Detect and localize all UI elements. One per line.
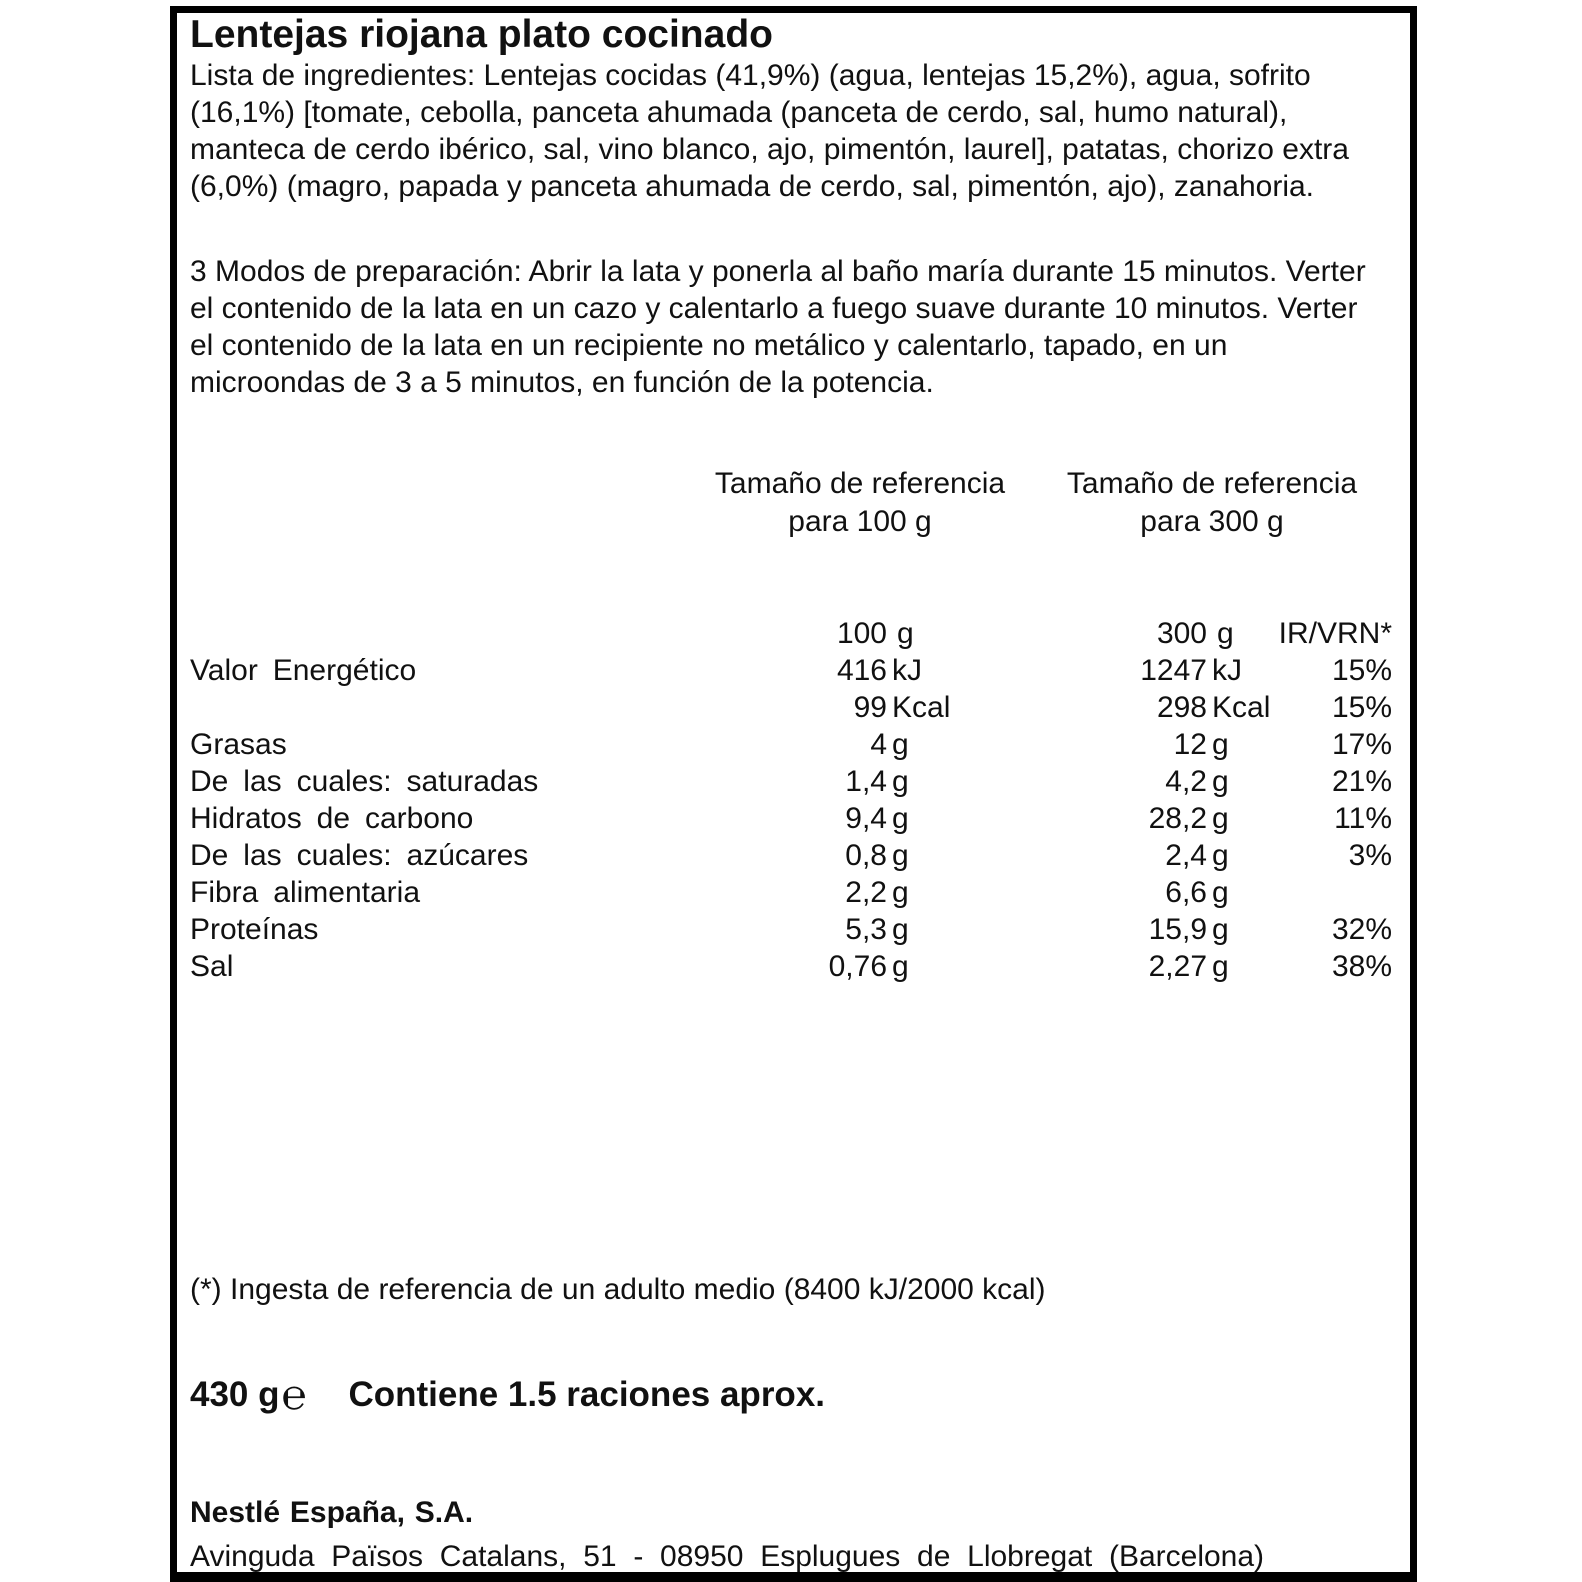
value-per-100g: 0,76 xyxy=(828,950,887,983)
ir-vrn-value: 3% xyxy=(1348,839,1392,872)
row-label: Hidratos de carbono xyxy=(190,802,474,835)
unit-per-300g: g xyxy=(1212,765,1229,798)
value-per-100g: 4 xyxy=(870,728,887,761)
unit-per-100g: g xyxy=(892,913,909,946)
row-label: Fibra alimentaria xyxy=(190,876,421,909)
row-label: De las cuales: azúcares xyxy=(190,839,529,872)
value-per-100g: 9,4 xyxy=(845,802,887,835)
unit-per-300g: Kcal xyxy=(1212,691,1271,724)
servings-count: Contiene 1.5 raciones aprox. xyxy=(348,1375,826,1414)
unit-per-100g: g xyxy=(892,876,909,909)
ir-vrn-value: 17% xyxy=(1331,728,1392,761)
preparation-paragraph: 3 Modos de preparación: Abrir la lata y ponerla al baño maría durante 15 minutos. Verter el contenido de la lata en un cazo y calentarlo a fuego suave durante 10 minutos. Verter el contenido de la lata en un recipiente no metálico y calentarlo, tapado, en un microondas de 3 a 5 minutos, en función de la potencia. xyxy=(190,255,1366,399)
unit-per-100g: g xyxy=(892,839,909,872)
unit-per-100g: g xyxy=(892,802,909,835)
reference-size-100g-line1: Tamaño de referencia xyxy=(714,467,1006,500)
table-row-fibre xyxy=(177,874,1410,911)
unit-per-100g: g xyxy=(892,765,909,798)
table-row-energy-kj xyxy=(177,652,1410,689)
value-per-100g: 0,8 xyxy=(845,839,887,872)
value-per-300g: 1247 xyxy=(1140,654,1207,687)
value-per-100g: 1,4 xyxy=(845,765,887,798)
nutrition-table xyxy=(177,615,1410,985)
reference-size-header-100g xyxy=(690,465,1030,541)
nutrition-label-box xyxy=(170,6,1417,1582)
value-per-300g: 6,6 xyxy=(1165,876,1207,909)
value-per-100g: 416 xyxy=(836,654,887,687)
ir-vrn-value: 15% xyxy=(1331,691,1392,724)
table-row-saturates xyxy=(177,763,1410,800)
table-row-salt xyxy=(177,948,1410,985)
manufacturer-address: Avinguda Països Catalans, 51 - 08950 Esplugues de Llobregat (Barcelona) xyxy=(190,1540,1265,1573)
row-label: De las cuales: saturadas xyxy=(190,765,539,798)
column-header-300g-unit: g xyxy=(1217,617,1234,650)
reference-size-300g-line1: Tamaño de referencia xyxy=(1066,467,1358,500)
value-per-100g: 2,2 xyxy=(845,876,887,909)
ingredients-paragraph: Lista de ingredientes: Lentejas cocidas (41,9%) (agua, lentejas 15,2%), agua, sofrito (16,1%) [tomate, cebolla, panceta ahumada (panceta de cerdo, sal, humo natural), manteca de cerdo ibérico, sal, vino blanco, ajo, pimentón, laurel], patatas, chorizo extra (6,0%) (magro, papada y panceta ahumada de cerdo, sal, pimentón, ajo), zanahoria. xyxy=(190,59,1349,203)
net-weight: 430 g xyxy=(190,1375,280,1414)
row-label: Grasas xyxy=(190,728,287,761)
value-per-100g: 99 xyxy=(853,691,887,724)
table-row-protein xyxy=(177,911,1410,948)
row-label: Valor Energético xyxy=(190,654,417,687)
ir-vrn-value: 15% xyxy=(1331,654,1392,687)
unit-per-300g: g xyxy=(1212,728,1229,761)
unit-per-300g: g xyxy=(1212,839,1229,872)
column-header-300g: 300 xyxy=(1156,617,1207,650)
unit-per-300g: g xyxy=(1212,802,1229,835)
value-per-300g: 2,4 xyxy=(1165,839,1207,872)
value-per-300g: 4,2 xyxy=(1165,765,1207,798)
ir-vrn-value: 11% xyxy=(1334,802,1392,835)
column-header-100g: 100 xyxy=(836,617,887,650)
value-per-300g: 28,2 xyxy=(1148,802,1207,835)
reference-intake-footnote: (*) Ingesta de referencia de un adulto medio (8400 kJ/2000 kcal) xyxy=(190,1273,1046,1306)
row-label: Proteínas xyxy=(190,913,319,946)
row-label: Sal xyxy=(190,950,234,983)
column-header-100g-unit: g xyxy=(897,617,914,650)
table-header-row xyxy=(177,615,1410,652)
ir-vrn-value: 38% xyxy=(1331,950,1392,983)
unit-per-300g: kJ xyxy=(1212,654,1242,687)
table-row-carbohydrate xyxy=(177,800,1410,837)
product-title: Lentejas riojana plato cocinado xyxy=(190,13,773,56)
net-weight-line xyxy=(190,1371,825,1419)
unit-per-300g: g xyxy=(1212,950,1229,983)
ir-vrn-value: 21% xyxy=(1331,765,1392,798)
unit-per-300g: g xyxy=(1212,876,1229,909)
value-per-300g: 298 xyxy=(1156,691,1207,724)
value-per-100g: 5,3 xyxy=(845,913,887,946)
unit-per-100g: g xyxy=(892,950,909,983)
table-row-fat xyxy=(177,726,1410,763)
reference-size-header-300g xyxy=(1042,465,1382,541)
table-row-energy-kcal xyxy=(177,689,1410,726)
reference-size-100g-line2: para 100 g xyxy=(788,505,932,538)
manufacturer-name: Nestlé España, S.A. xyxy=(190,1496,474,1529)
estimated-sign: ℮ xyxy=(281,1371,307,1418)
table-row-sugars xyxy=(177,837,1410,874)
unit-per-100g: g xyxy=(892,728,909,761)
reference-size-300g-line2: para 300 g xyxy=(1140,505,1284,538)
unit-per-300g: g xyxy=(1212,913,1229,946)
value-per-300g: 2,27 xyxy=(1148,950,1207,983)
value-per-300g: 12 xyxy=(1173,728,1207,761)
unit-per-100g: Kcal xyxy=(892,691,951,724)
ir-vrn-value: 32% xyxy=(1331,913,1392,946)
column-header-ir-vrn: IR/VRN* xyxy=(1278,617,1392,650)
value-per-300g: 15,9 xyxy=(1148,913,1207,946)
unit-per-100g: kJ xyxy=(892,654,922,687)
